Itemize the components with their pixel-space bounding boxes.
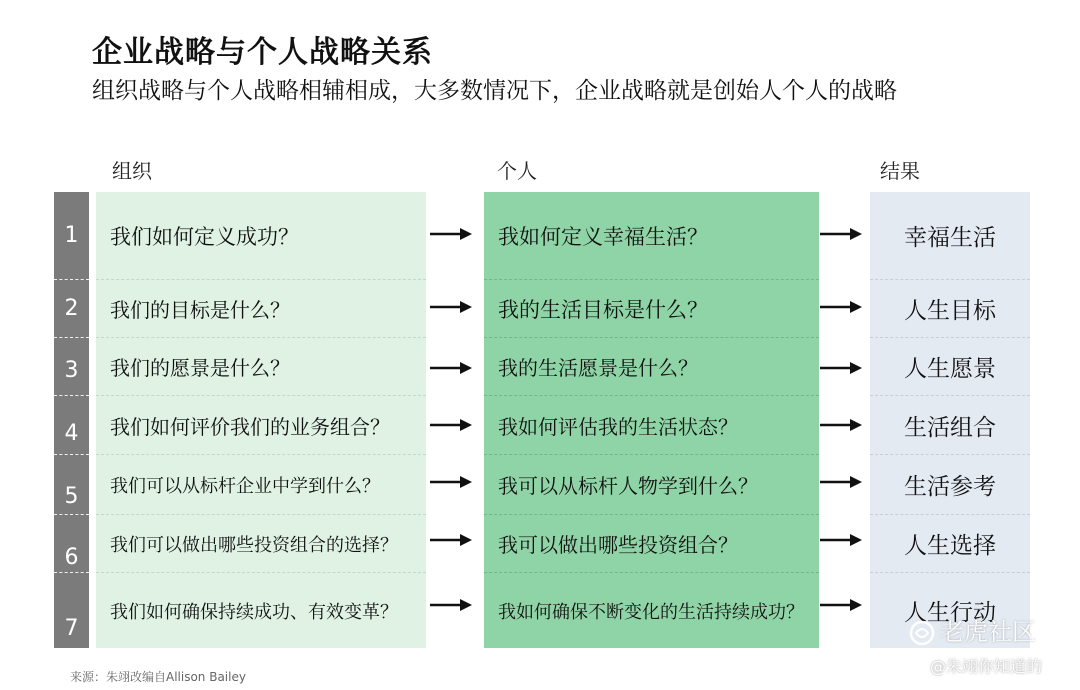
res-text-4: 生活组合	[904, 414, 996, 441]
watermark-author: @朱翊你知道的	[930, 657, 1043, 676]
org-cell-2	[96, 279, 426, 337]
res-cell-3	[870, 337, 1030, 395]
org-cell-1	[96, 192, 426, 279]
res-cell-5	[870, 454, 1030, 514]
header-individual: 个人	[497, 159, 537, 183]
ind-text-4: 我如何评估我的生活状态？	[498, 414, 738, 439]
individual-to-result-arrow-icon-6	[820, 533, 862, 547]
org-to-individual-arrow-icon-5	[430, 475, 472, 489]
num-text-2: 2	[64, 296, 79, 321]
ind-cell-1	[484, 192, 819, 279]
res-cell-1	[870, 192, 1030, 279]
org-to-individual-arrow-icon-2	[430, 300, 472, 314]
org-cell-7	[96, 572, 426, 648]
org-cell-3	[96, 337, 426, 395]
res-cell-2	[870, 279, 1030, 337]
page-title: 企业战略与个人战略关系	[92, 35, 433, 70]
org-to-individual-arrow-icon-4	[430, 418, 472, 432]
org-text-6: 我们可以做出哪些投资组合的选择？	[110, 534, 398, 556]
ind-text-2: 我的生活目标是什么？	[498, 297, 708, 322]
watermark-site-text: 老虎社区	[940, 618, 1036, 646]
ind-text-5: 我可以从标杆人物学到什么？	[498, 474, 758, 498]
org-to-individual-arrow-icon-7	[430, 598, 472, 612]
num-text-4: 4	[64, 420, 79, 446]
num-text-6: 6	[64, 545, 79, 570]
ind-cell-2	[484, 279, 819, 337]
ind-cell-5	[484, 454, 819, 514]
res-text-5: 生活参考	[904, 474, 996, 500]
num-cell-2	[54, 279, 89, 337]
res-cell-6	[870, 514, 1030, 572]
org-cell-6	[96, 514, 426, 572]
org-cell-4	[96, 395, 426, 454]
individual-to-result-arrow-icon-3	[820, 361, 862, 375]
source-note: 来源：朱翊改编自Allison Bailey	[70, 670, 246, 684]
num-text-5: 5	[64, 484, 79, 509]
organization-column	[96, 192, 426, 648]
num-text-3: 3	[64, 358, 79, 383]
num-text-7: 7	[64, 616, 79, 641]
res-text-1: 幸福生活	[904, 225, 996, 251]
num-cell-6	[54, 514, 89, 572]
ind-cell-6	[484, 514, 819, 572]
res-cell-4	[870, 395, 1030, 454]
res-text-6: 人生选择	[904, 533, 996, 559]
header-result: 结果	[880, 159, 920, 183]
watermark-site	[908, 612, 1036, 647]
ind-cell-7	[484, 572, 819, 648]
number-column	[54, 192, 89, 648]
header-organization: 组织	[112, 159, 152, 183]
individual-to-result-arrow-icon-4	[820, 418, 862, 432]
org-cell-5	[96, 454, 426, 514]
individual-to-result-arrow-icon-1	[820, 227, 862, 241]
num-cell-3	[54, 337, 89, 395]
num-cell-1	[54, 192, 89, 279]
org-text-7: 我们如何确保持续成功、有效变革？	[110, 601, 398, 623]
ind-text-1: 我如何定义幸福生活？	[498, 224, 708, 249]
org-to-individual-arrow-icon-1	[430, 227, 472, 241]
ind-cell-3	[484, 337, 819, 395]
ind-text-6: 我可以做出哪些投资组合？	[498, 533, 738, 557]
num-cell-7	[54, 572, 89, 648]
individual-column	[484, 192, 819, 648]
org-text-3: 我们的愿景是什么？	[110, 356, 290, 380]
page-subtitle: 组织战略与个人战略相辅相成，大多数情况下，企业战略就是创始人个人的战略	[92, 78, 897, 104]
org-to-individual-arrow-icon-6	[430, 533, 472, 547]
res-text-2: 人生目标	[904, 298, 996, 324]
org-text-2: 我们的目标是什么？	[110, 298, 290, 322]
result-column	[870, 192, 1030, 648]
org-to-individual-arrow-icon-3	[430, 361, 472, 375]
individual-to-result-arrow-icon-5	[820, 475, 862, 489]
ind-text-7: 我如何确保不断变化的生活持续成功？	[498, 601, 804, 623]
individual-to-result-arrow-icon-7	[820, 598, 862, 612]
tiger-logo-icon	[908, 619, 936, 647]
res-text-7: 人生行动	[904, 600, 996, 626]
num-text-1: 1	[64, 223, 79, 248]
res-text-3: 人生愿景	[904, 356, 996, 382]
individual-to-result-arrow-icon-2	[820, 300, 862, 314]
ind-cell-4	[484, 395, 819, 454]
num-cell-5	[54, 454, 89, 514]
org-text-1: 我们如何定义成功？	[110, 224, 299, 249]
org-text-5: 我们可以从标杆企业中学到什么？	[110, 475, 380, 497]
org-text-4: 我们如何评价我们的业务组合？	[110, 414, 390, 439]
ind-text-3: 我的生活愿景是什么？	[498, 356, 698, 380]
num-cell-4	[54, 395, 89, 454]
